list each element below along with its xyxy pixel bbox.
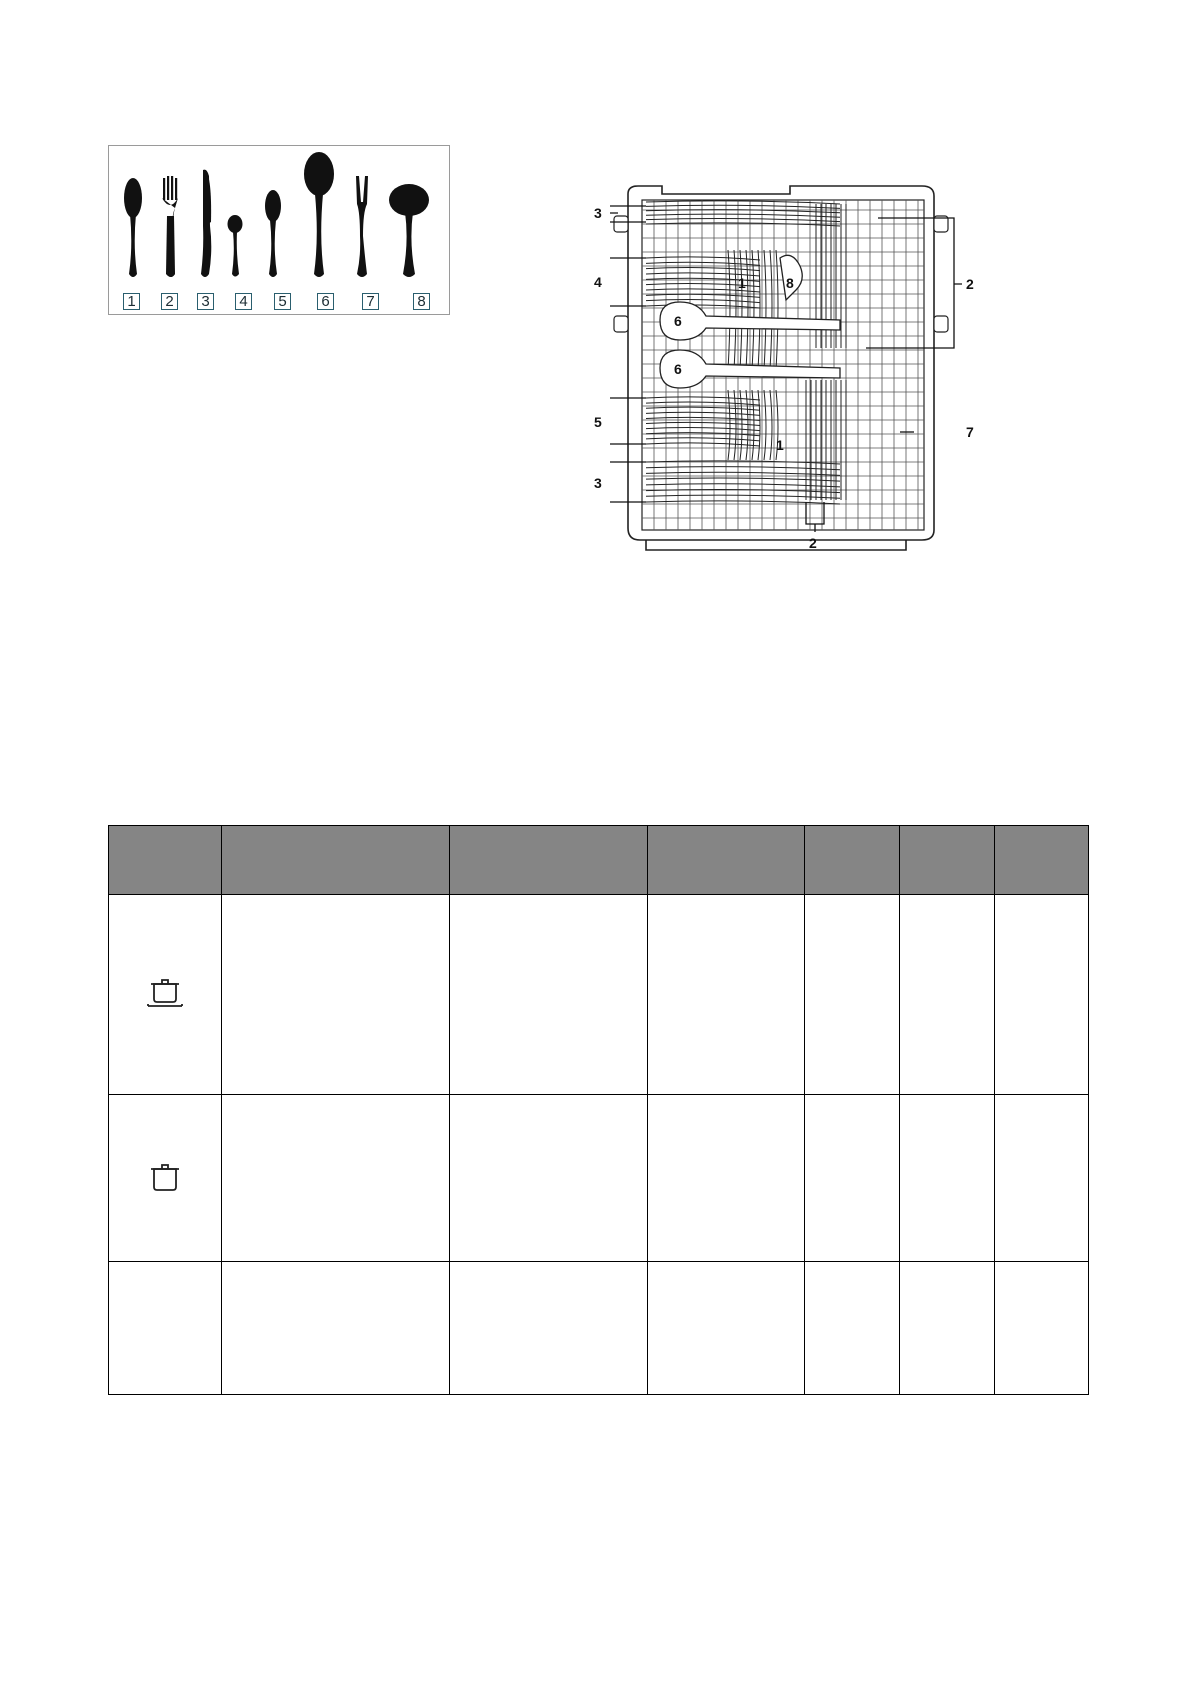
table-cell	[900, 1262, 995, 1395]
program-icon-cell	[109, 1262, 222, 1395]
callout-label-6-upper: 6	[674, 313, 682, 329]
fork-icon	[162, 176, 178, 277]
table-cell	[648, 1095, 805, 1262]
right-rail-clip-bottom	[934, 316, 948, 332]
cutlery-silhouettes	[109, 146, 451, 316]
table-cell	[648, 895, 805, 1095]
knife-icon	[201, 170, 211, 277]
table-cell	[805, 1095, 900, 1262]
callout-label-2-bottom: 2	[809, 535, 817, 551]
dessert-spoon-icon	[265, 190, 281, 277]
cutlery-basket-diagram	[594, 180, 980, 580]
basket-base	[646, 540, 906, 550]
callout-label-4: 4	[594, 274, 602, 290]
legend-number-2: 2	[161, 293, 178, 310]
soup-ladle-icon	[389, 184, 429, 277]
header-cell	[900, 826, 995, 895]
table-cell	[900, 1095, 995, 1262]
header-cell	[805, 826, 900, 895]
callout-label-1-upper: 1	[738, 275, 746, 291]
table-cell	[995, 895, 1089, 1095]
header-cell	[450, 826, 648, 895]
table-cell	[222, 1262, 450, 1395]
callout-label-7: 7	[966, 424, 974, 440]
program-icon-cell	[109, 1095, 222, 1262]
table-cell	[450, 895, 648, 1095]
program-icon-cell	[109, 895, 222, 1095]
table-cell	[805, 895, 900, 1095]
callout-label-1-lower: 1	[776, 437, 784, 453]
table-cell	[450, 1095, 648, 1262]
table-cell	[648, 1262, 805, 1395]
table-cell	[900, 895, 995, 1095]
header-cell	[995, 826, 1089, 895]
header-cell	[109, 826, 222, 895]
cutlery-legend	[108, 145, 450, 315]
table-row	[109, 1262, 1089, 1395]
callout-bracket-2-bottom	[806, 502, 824, 532]
basket-drawing	[610, 180, 980, 580]
table-cell	[805, 1262, 900, 1395]
coffee-spoon-icon	[228, 215, 243, 277]
table-spoon-icon	[124, 178, 142, 277]
callout-label-8: 8	[786, 275, 794, 291]
table-header-row	[109, 826, 1089, 895]
program-table	[108, 825, 1089, 1395]
table-cell	[222, 895, 450, 1095]
legend-number-1: 1	[123, 293, 140, 310]
serving-spoon-icon	[304, 152, 334, 277]
left-rail-clip-top	[614, 216, 628, 232]
pot-icon	[145, 1159, 185, 1193]
pot-with-plate-icon	[145, 975, 185, 1009]
legend-number-3: 3	[197, 293, 214, 310]
serving-fork-icon	[356, 176, 368, 277]
legend-number-4: 4	[235, 293, 252, 310]
table-cell	[995, 1095, 1089, 1262]
table-cell	[222, 1095, 450, 1262]
legend-number-7: 7	[362, 293, 379, 310]
legend-number-5: 5	[274, 293, 291, 310]
legend-number-6: 6	[317, 293, 334, 310]
callout-label-3-top: 3	[594, 205, 602, 221]
table-row	[109, 895, 1089, 1095]
table-cell	[995, 1262, 1089, 1395]
header-cell	[222, 826, 450, 895]
legend-number-8: 8	[413, 293, 430, 310]
left-rail-clip-bottom	[614, 316, 628, 332]
callout-label-2-right: 2	[966, 276, 974, 292]
callout-label-6-lower: 6	[674, 361, 682, 377]
table-cell	[450, 1262, 648, 1395]
table-row	[109, 1095, 1089, 1262]
callout-label-5: 5	[594, 414, 602, 430]
header-cell	[648, 826, 805, 895]
callout-label-3-bottom: 3	[594, 475, 602, 491]
